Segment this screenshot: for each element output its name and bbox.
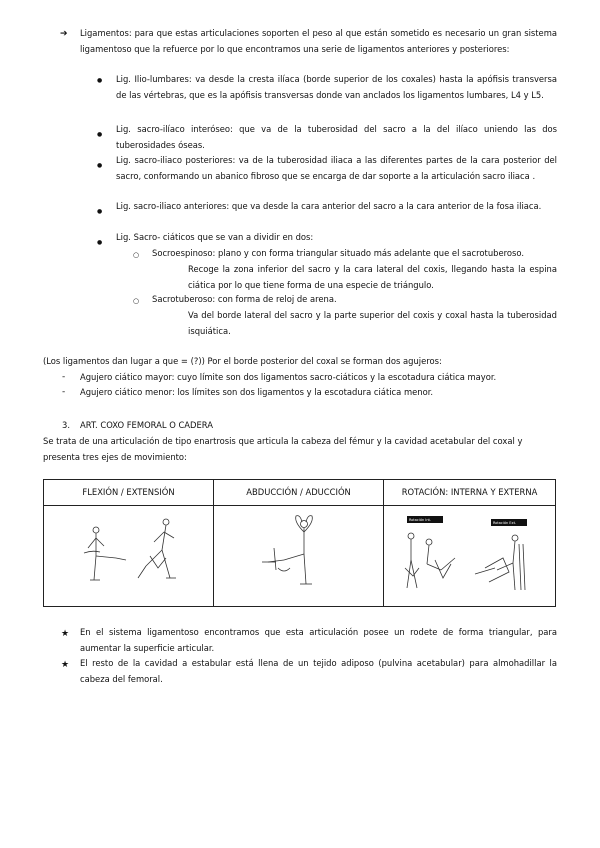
rotation-int-label: Rotación Int. <box>408 518 431 523</box>
sub-item-desc: Va del borde lateral del sacro y la parte superior del coxis y coxal hasta la tuberosidad isquiática. <box>188 310 557 336</box>
list-item: Lig. sacro-ilíaco interóseo: que va de la tuberosidad del sacro a la del ilíaco uniendo las dos tuberosidades óseas. <box>116 124 557 150</box>
sub-item-title: Sacrotuberoso: con forma de reloj de arena. <box>152 294 337 304</box>
list-item: Lig. Ilio-lumbares: va desde la cresta ilíaca (borde superior de los coxales) hasta la apófisis transversa de las vértebras, que es la apófisis transversas donde van anclados los ligamentos lumbares, L4 y L5. <box>116 74 557 100</box>
sub-item-title: Socroespinoso: plano y con forma triangular situado más adelante que el sacrotuberoso. <box>152 248 524 258</box>
agujeros-intro: (Los ligamentos dan lugar a que = (?)) Por el borde posterior del coxal se forman dos agujeros: <box>43 356 442 366</box>
bullet-icon: ● <box>97 208 103 215</box>
star-icon: ★ <box>61 660 70 670</box>
arrow-bullet-icon: ➔ <box>60 29 68 39</box>
dash-bullet-icon: - <box>62 372 66 382</box>
star-icon: ★ <box>61 629 70 639</box>
circle-bullet-icon: ○ <box>133 297 140 305</box>
bullet-icon: ● <box>97 162 103 169</box>
list-item: Agujero ciático menor: los límites son dos ligamentos y la escotadura ciática menor. <box>80 387 434 397</box>
dash-bullet-icon: - <box>62 387 66 397</box>
note-item: En el sistema ligamentoso encontramos que esta articulación posee un rodete de forma triangular, para aumentar la superficie articular. <box>80 627 557 653</box>
table-header: ABDUCCIÓN / ADUCCIÓN <box>214 480 384 506</box>
ligamentos-paragraph: Ligamentos: para que estas articulaciones soporten el peso al que están sometido es necesario un gran sistema ligamentoso que la refuerce por lo que encontramos una serie de ligamentos anteriores y posteriores: <box>80 28 557 54</box>
bullet-icon: ● <box>97 77 103 84</box>
section-number: 3. <box>62 420 70 430</box>
movements-table <box>43 479 556 607</box>
rotation-ext-label: Rotación Ext. <box>492 521 516 526</box>
bullet-icon: ● <box>97 131 103 138</box>
list-item: Agujero ciático mayor: cuyo límite son dos ligamentos sacro-ciáticos y la escotadura ciática mayor. <box>80 372 497 382</box>
bullet-icon: ● <box>97 239 103 246</box>
section-title: ART. COXO FEMORAL O CADERA <box>80 420 213 430</box>
abduccion-aduccion-illustration <box>214 506 384 607</box>
sub-item-desc: Recoge la zona inferior del sacro y la cara lateral del coxis, llegando hasta la espina ciática por lo que tiene forma de una especie de triángulo. <box>188 264 557 290</box>
note-item: El resto de la cavidad a estabular está llena de un tejido adiposo (pulvina acetabular) para almohadillar la cabeza del femoral. <box>80 658 557 684</box>
flexion-extension-illustration <box>44 506 214 607</box>
list-item: Lig. sacro-iliaco anteriores: que va desde la cara anterior del sacro a la cara anterior de la fosa iliaca. <box>116 201 542 211</box>
list-item: Lig. Sacro- ciáticos que se van a dividir en dos: <box>116 232 314 242</box>
table-header: FLEXIÓN / EXTENSIÓN <box>44 480 214 506</box>
list-item: Lig. sacro-iliaco posteriores: va de la tuberosidad iliaca a las diferentes partes de la cara posterior del sacro, conformando un abanico fibroso que se encarga de dar soporte a la articulación sacro iliaca . <box>116 155 557 181</box>
rotacion-illustration <box>384 506 556 607</box>
section-description: Se trata de una articulación de tipo enartrosis que articula la cabeza del fémur y la cavidad acetabular del coxal y presenta tres ejes de movimiento: <box>43 436 523 462</box>
circle-bullet-icon: ○ <box>133 251 140 259</box>
table-header: ROTACIÓN: INTERNA Y EXTERNA <box>384 480 556 506</box>
